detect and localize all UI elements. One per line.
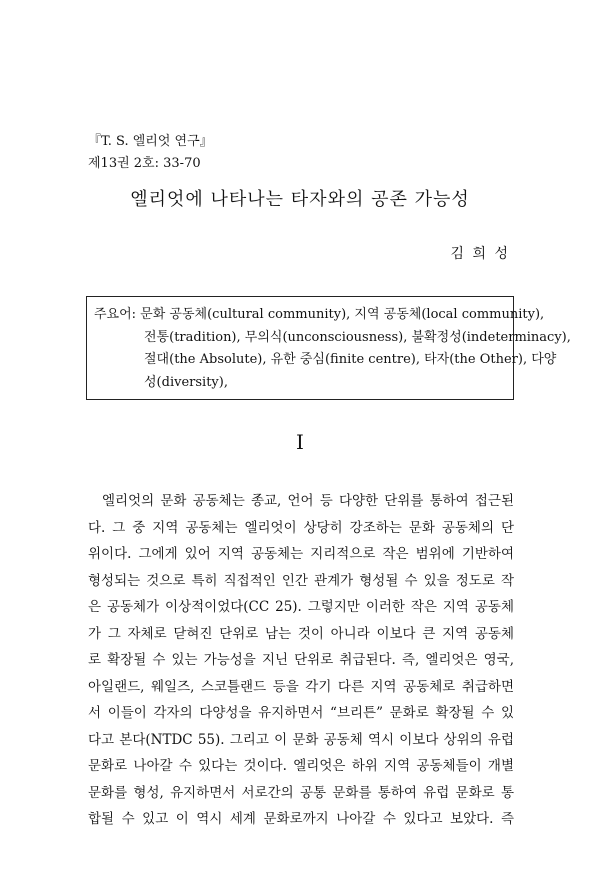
paragraph-line: 다. 그 중 지역 공동체는 엘리엇이 상당히 강조하는 문화 공동체의 단: [88, 519, 514, 536]
keyword-line: 전통(tradition), 무의식(unconsciousness), 불확정성(indeterminacy),: [144, 329, 571, 345]
paragraph-line: 문화로 나아갈 수 있다는 것이다. 엘리엇은 하위 지역 공동체들이 개별: [88, 758, 514, 774]
keyword-line: 주요어: 문화 공동체(cultural community), 지역 공동체(local community),: [94, 307, 545, 322]
paragraph-line: 문화를 형성, 유지하면서 서로간의 공통 문화를 통하여 유럽 문화로 통: [88, 784, 514, 801]
paragraph-line: 은 공동체가 이상적이었다(CC 25). 그렇지만 이러한 작은 지역 공동체: [88, 599, 514, 615]
keywords-box: [86, 296, 571, 400]
journal-issue: 제13권 2호: 33-70: [88, 156, 201, 171]
paragraph-line: 아일랜드, 웨일즈, 스코틀랜드 등을 각기 다른 지역 공동체로 취급하면: [88, 678, 514, 695]
paragraph-line: 위이다. 그에게 있어 지역 공동체는 지리적으로 작은 범위에 기반하여: [88, 546, 514, 562]
keyword-line: 절대(the Absolute), 유한 중심(finite centre), 타자(the Other), 다양: [144, 352, 557, 367]
paragraph-line: 로 확장될 수 있는 가능성을 지닌 단위로 취급된다. 즉, 엘리엇은 영국,: [88, 652, 514, 668]
keyword-line: 성(diversity),: [144, 374, 228, 390]
paragraph-line: 서 이들이 각자의 다양성을 유지하면서 “브리튼” 문화로 확장될 수 있: [88, 705, 514, 721]
paragraph-line: 형성되는 것으로 특히 직접적인 인간 관계가 형성될 수 있을 정도로 작: [88, 572, 514, 589]
paragraph-line: 합될 수 있고 이 역시 세계 문화로까지 나아갈 수 있다고 보았다. 즉: [88, 811, 514, 827]
author-name: 김 희 성: [450, 246, 510, 262]
body-paragraph: [88, 488, 514, 833]
paragraph-line: 다고 본다(NTDC 55). 그리고 이 문화 공동체 역시 이보다 상위의 유럽: [88, 731, 514, 748]
paragraph-line: 가 그 자체로 닫혀진 단위로 남는 것이 아니라 이보다 큰 지역 공동체: [88, 625, 514, 642]
journal-name: 『T. S. 엘리엇 연구』: [88, 134, 213, 149]
paragraph-line: 엘리엇의 문화 공동체는 종교, 언어 등 다양한 단위를 통하여 접근된: [102, 493, 514, 509]
journal-info: [88, 131, 213, 175]
section-heading: I: [296, 430, 304, 454]
paper-title: 엘리엇에 나타나는 타자와의 공존 가능성: [130, 189, 470, 210]
